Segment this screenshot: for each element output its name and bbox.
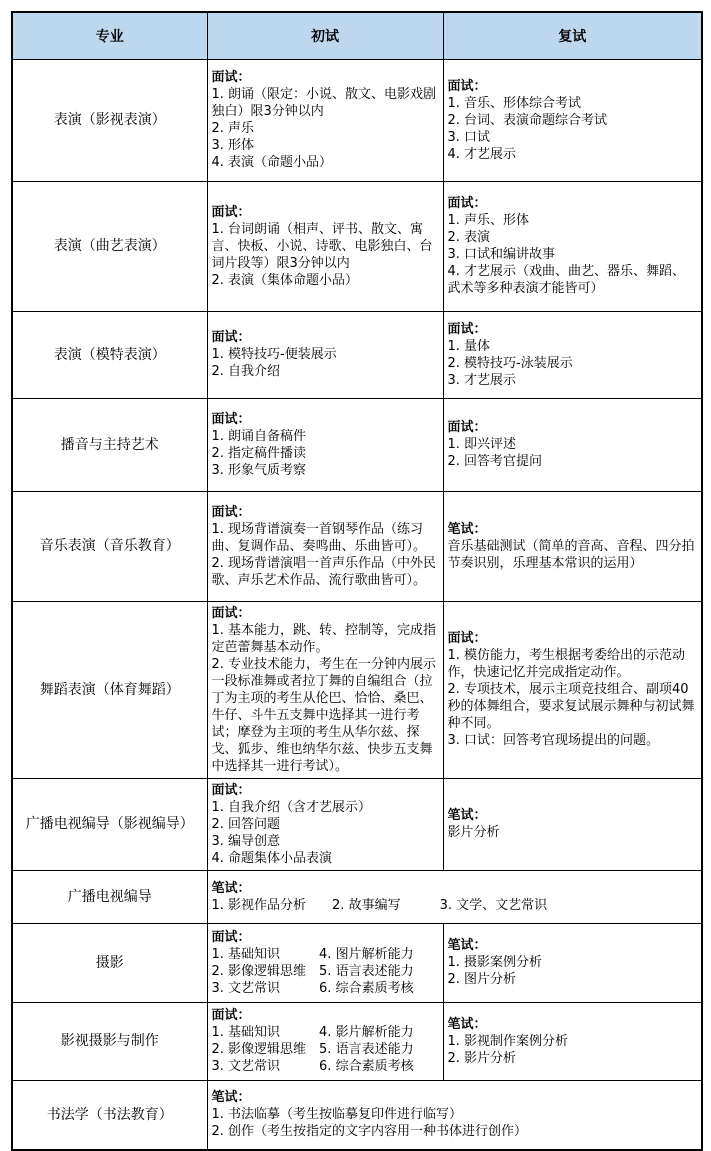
exam-item: 1. 自我介绍（含才艺展示）	[211, 799, 372, 815]
second-exam-cell	[443, 1002, 702, 1080]
second-exam-cell	[443, 398, 702, 491]
exam-item: 4. 才艺展示（戏曲、曲艺、器乐、舞蹈、武术等多种表演才能皆可）	[447, 264, 686, 296]
major-cell: 书法学（书法教育）	[12, 1080, 207, 1150]
exam-item: 1. 音乐、形体综合考试	[447, 95, 582, 111]
exam-type-label: 面试：	[447, 321, 487, 337]
exam-item: 3. 口试	[447, 129, 491, 145]
exam-item: 2. 回答考官提问	[447, 454, 543, 469]
major-cell: 摄影	[12, 923, 207, 1002]
exam-type-label: 面试：	[211, 411, 251, 427]
exam-item: 音乐基础测试（简单的音高、音程、四分拍节奏识别，乐理基本常识的运用）	[447, 538, 695, 571]
exam-item: 3. 编导创意	[211, 833, 281, 849]
table-row	[12, 398, 702, 491]
header-row	[12, 12, 702, 59]
first-exam-cell	[207, 601, 443, 778]
exam-item: 3. 文艺常识 6. 综合素质考核	[211, 980, 414, 996]
major-cell: 表演（曲艺表演）	[12, 181, 207, 311]
first-exam-cell	[207, 778, 443, 870]
exam-item: 4. 命题集体小品表演	[211, 850, 333, 866]
exam-type-label: 面试：	[211, 70, 251, 85]
exam-item: 2. 影像逻辑思维 5. 语言表述能力	[211, 1042, 414, 1057]
exam-item: 1. 声乐、形体	[447, 213, 530, 228]
exam-item: 1. 书法临摹（考生按临摹复印件进行临写）	[211, 1107, 463, 1123]
first-exam-cell	[207, 923, 443, 1002]
exam-item: 2. 模特技巧-泳装展示	[447, 355, 573, 371]
exam-item: 2. 指定稿件播读	[211, 445, 307, 461]
exam-item: 3. 口试：回答考官现场提出的问题。	[447, 733, 660, 748]
major-cell: 音乐表演（音乐教育）	[12, 491, 207, 601]
table-row	[12, 778, 702, 870]
merged-exam-cell	[207, 1080, 702, 1150]
major-cell: 表演（影视表演）	[12, 59, 207, 181]
table-row	[12, 870, 702, 923]
first-exam-cell	[207, 59, 443, 181]
header-cell-major: 专业	[12, 12, 207, 59]
exam-item: 4. 表演（命题小品）	[211, 155, 333, 170]
second-exam-cell	[443, 181, 702, 311]
exam-item: 1. 摄影案例分析	[447, 955, 543, 970]
exam-item: 2. 表演（集体命题小品）	[211, 272, 359, 288]
table-row	[12, 491, 702, 601]
exam-item: 影片分析	[447, 825, 500, 840]
exam-type-label: 面试：	[211, 504, 251, 520]
major-cell: 舞蹈表演（体育舞蹈）	[12, 601, 207, 778]
second-exam-cell	[443, 778, 702, 870]
exam-item: 3. 形体	[211, 138, 255, 153]
exam-item: 1. 朗诵（限定：小说、散文、电影戏剧独白）限3分钟以内	[211, 87, 437, 119]
first-exam-cell	[207, 491, 443, 601]
exam-item: 3. 口试和编讲故事	[447, 247, 556, 262]
second-exam-cell	[443, 491, 702, 601]
exam-type-label: 面试：	[211, 330, 251, 345]
exam-item: 1. 影视制作案例分析	[447, 1033, 569, 1049]
exam-item: 2. 现场背谱演唱一首声乐作品（中外民歌、声乐艺术作品、流行歌曲皆可）。	[211, 555, 437, 588]
exam-item: 2. 台词、表演命题综合考试	[447, 112, 608, 128]
exam-type-label: 面试：	[447, 78, 487, 94]
second-exam-cell	[443, 59, 702, 181]
exam-item: 1. 影视作品分析 2. 故事编写 3. 文学、文艺常识	[211, 897, 548, 913]
exam-item: 4. 才艺展示	[447, 146, 517, 162]
table-row	[12, 1080, 702, 1150]
first-exam-cell	[207, 311, 443, 398]
exam-type-label: 面试：	[211, 204, 251, 220]
first-exam-cell	[207, 181, 443, 311]
exam-item: 3. 文艺常识 6. 综合素质考核	[211, 1059, 414, 1074]
major-cell: 影视摄影与制作	[12, 1002, 207, 1080]
table-header	[12, 12, 702, 59]
exam-item: 1. 朗诵自备稿件	[211, 428, 307, 444]
exam-item: 1. 模特技巧-便装展示	[211, 347, 337, 362]
exam-item: 2. 创作（考生按指定的文字内容用一种书体进行创作）	[211, 1124, 528, 1140]
exam-item: 2. 专项技术，展示主项竞技组合、副项40秒的体舞组合，要求复试展示舞种与初试舞种不同。	[447, 682, 695, 731]
exam-type-label: 面试：	[447, 196, 487, 211]
exam-item: 2. 回答问题	[211, 816, 281, 832]
exam-type-label: 笔试：	[447, 808, 487, 823]
exam-type-label: 笔试：	[211, 880, 251, 896]
exam-item: 2. 声乐	[211, 121, 255, 136]
exam-type-label: 笔试：	[211, 1090, 251, 1106]
exam-item: 3. 形象气质考察	[211, 462, 307, 478]
exam-item: 2. 专业技术能力，考生在一分钟内展示一段标准舞或者拉丁舞的自编组合（拉丁为主项的考生从伦巴、恰恰、桑巴、牛仔、斗牛五支舞中选择其一进行考试；摩登为主项的考生从华尔兹、探戈、狐步、维也纳华尔兹、快步五支舞中选择其一进行考试）。	[211, 656, 437, 774]
exam-item: 1. 基础知识 4. 影片解析能力	[211, 1025, 414, 1040]
first-exam-cell	[207, 1002, 443, 1080]
exam-type-label: 笔试：	[447, 521, 487, 537]
major-cell: 广播电视编导（影视编导）	[12, 778, 207, 870]
exam-type-label: 面试：	[447, 631, 487, 646]
exam-type-label: 面试：	[211, 929, 251, 945]
exam-type-label: 笔试：	[447, 938, 487, 953]
exam-schedule-table	[11, 11, 703, 1151]
major-cell: 播音与主持艺术	[12, 398, 207, 491]
major-cell: 表演（模特表演）	[12, 311, 207, 398]
exam-type-label: 面试：	[211, 782, 251, 798]
exam-type-label: 面试：	[447, 420, 487, 435]
exam-item: 2. 影片分析	[447, 1050, 517, 1066]
merged-exam-cell	[207, 870, 702, 923]
major-cell: 广播电视编导	[12, 870, 207, 923]
second-exam-cell	[443, 923, 702, 1002]
exam-type-label: 面试：	[211, 1008, 251, 1023]
exam-item: 1. 即兴评述	[447, 437, 517, 452]
table-row	[12, 923, 702, 1002]
exam-item: 1. 台词朗诵（相声、评书、散文、寓言、快板、小说、诗歌、电影独白、台词片段等）限3分钟以内	[211, 221, 433, 271]
header-cell-first-exam: 初试	[207, 12, 443, 59]
exam-item: 2. 自我介绍	[211, 364, 281, 379]
second-exam-cell	[443, 601, 702, 778]
table-row	[12, 59, 702, 181]
second-exam-cell	[443, 311, 702, 398]
table-row	[12, 601, 702, 778]
exam-table-body	[12, 59, 702, 1150]
exam-item: 1. 基础知识 4. 图片解析能力	[211, 946, 414, 962]
exam-item: 2. 图片分析	[447, 972, 517, 987]
header-cell-second-exam: 复试	[443, 12, 702, 59]
exam-item: 3. 才艺展示	[447, 372, 517, 388]
table-row	[12, 311, 702, 398]
exam-type-label: 笔试：	[447, 1016, 487, 1032]
exam-item: 1. 现场背谱演奏一首钢琴作品（练习曲、复调作品、奏鸣曲、乐曲皆可）。	[211, 521, 427, 554]
table-row	[12, 181, 702, 311]
exam-item: 2. 影像逻辑思维 5. 语言表述能力	[211, 963, 414, 979]
first-exam-cell	[207, 398, 443, 491]
exam-item: 2. 表演	[447, 230, 491, 245]
table-row	[12, 1002, 702, 1080]
exam-item: 1. 基本能力，跳、转、控制等，完成指定芭蕾舞基本动作。	[211, 622, 437, 655]
exam-item: 1. 量体	[447, 338, 491, 354]
exam-item: 1. 模仿能力，考生根据考委给出的示范动作，快速记忆并完成指定动作。	[447, 648, 686, 680]
exam-type-label: 面试：	[211, 605, 251, 621]
